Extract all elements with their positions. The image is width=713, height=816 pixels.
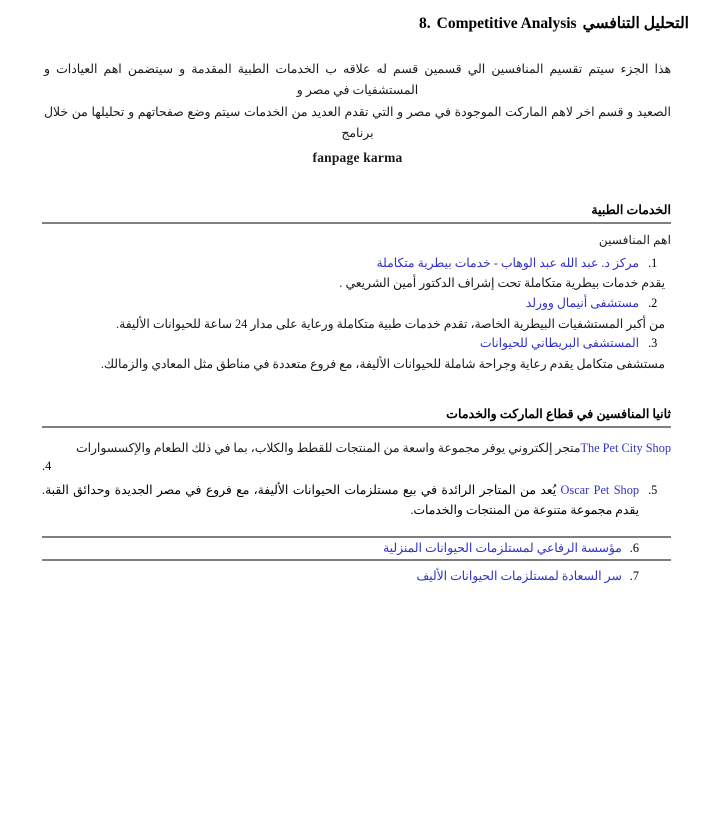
market-entry-description: يُعد من المتاجر الرائدة في بيع مستلزمات الحيوانات الأليفة، مع فروع في مصر الجديدة وحدائق القبة. يقدم مجموعة متنوعة من المنتجات والخدمات. xyxy=(42,482,639,517)
competitor-title[interactable]: مركز د. عبد الله عبد الوهاب - خدمات بيطرية متكاملة xyxy=(376,255,639,270)
intro-paragraph xyxy=(44,59,671,170)
market-entry-description: متجر إلكتروني يوفر مجموعة واسعة من المنتجات للقطط والكلاب، بما في ذلك الطعام والإكسسوارات xyxy=(76,441,581,456)
tail-item-title[interactable]: مؤسسة الرفاعي لمستلزمات الحيوانات المنزلية xyxy=(383,541,622,556)
section-medical-services xyxy=(42,202,671,375)
brand-name-pet-city[interactable]: The Pet City Shop xyxy=(580,441,671,456)
competitor-title[interactable]: مستشفى أنيمال وورلد xyxy=(525,295,639,310)
section-heading-medical: الخدمات الطبية xyxy=(591,202,671,217)
page-title xyxy=(0,14,689,33)
market-tail-list xyxy=(42,538,671,559)
list-item xyxy=(42,294,665,334)
market-competitors-list xyxy=(42,480,671,521)
section-divider-market xyxy=(42,426,671,428)
list-item xyxy=(42,480,645,521)
competitor-description: من أكبر المستشفيات البيطرية الخاصة، تقدم خدمات طبية متكاملة ورعاية على مدار 24 ساعة للحيوانات الأليفة. xyxy=(116,316,665,331)
list-item[interactable] xyxy=(42,538,645,559)
market-tail-list-2 xyxy=(42,561,671,587)
subheading-top-competitors: اهم المنافسين xyxy=(598,232,671,247)
intro-line-2: الصعيد و قسم اخر لاهم الماركت الموجودة في مصر و التي تقدم العديد من الخدمات سيتم وضع صفحاتهم و تحليلها من خلال برنامج xyxy=(44,104,671,140)
list-item[interactable] xyxy=(42,561,645,587)
competitor-description: يقدم خدمات بيطرية متكاملة تحت إشراف الدكتور أمين الشريعي . xyxy=(339,276,665,291)
competitor-title[interactable]: المستشفى البريطاني للحيوانات xyxy=(479,335,639,350)
document-page xyxy=(0,14,713,816)
tail-item-title[interactable]: سر السعادة لمستلزمات الحيوانات الأليف xyxy=(416,569,622,584)
tail-item-number: 7. xyxy=(629,569,639,584)
section-heading-market: ثانيا المنافسين في قطاع الماركت والخدمات xyxy=(446,407,671,422)
competitor-description: مستشفى متكامل يقدم رعاية وجراحة شاملة للحيوانات الأليفة، مع فروع متعددة في مناطق مثل المعادي والزمالك. xyxy=(100,356,665,371)
section-divider-medical xyxy=(42,222,671,224)
intro-line-1: هذا الجزء سيتم تقسيم المنافسين الي قسمين قسم له علاقه ب الخدمات الطبية المقدمة و سيتضمن اهم العيادات و المستشفيات في مصر و xyxy=(44,62,671,98)
market-entry-number: 4. xyxy=(42,458,52,473)
medical-competitors-list xyxy=(42,254,671,375)
title-english: Competitive Analysis xyxy=(436,15,577,32)
market-entry xyxy=(42,438,671,458)
title-arabic: التحليل التنافسي xyxy=(582,15,689,32)
section-market-services xyxy=(42,406,671,587)
brand-name-oscar-pet[interactable]: Oscar Pet Shop xyxy=(560,482,639,497)
list-item xyxy=(42,254,665,294)
list-item xyxy=(42,334,665,374)
tail-item-number: 6. xyxy=(629,541,639,556)
title-number: 8. xyxy=(419,15,431,32)
intro-tool-name: fanpage karma xyxy=(312,150,403,166)
